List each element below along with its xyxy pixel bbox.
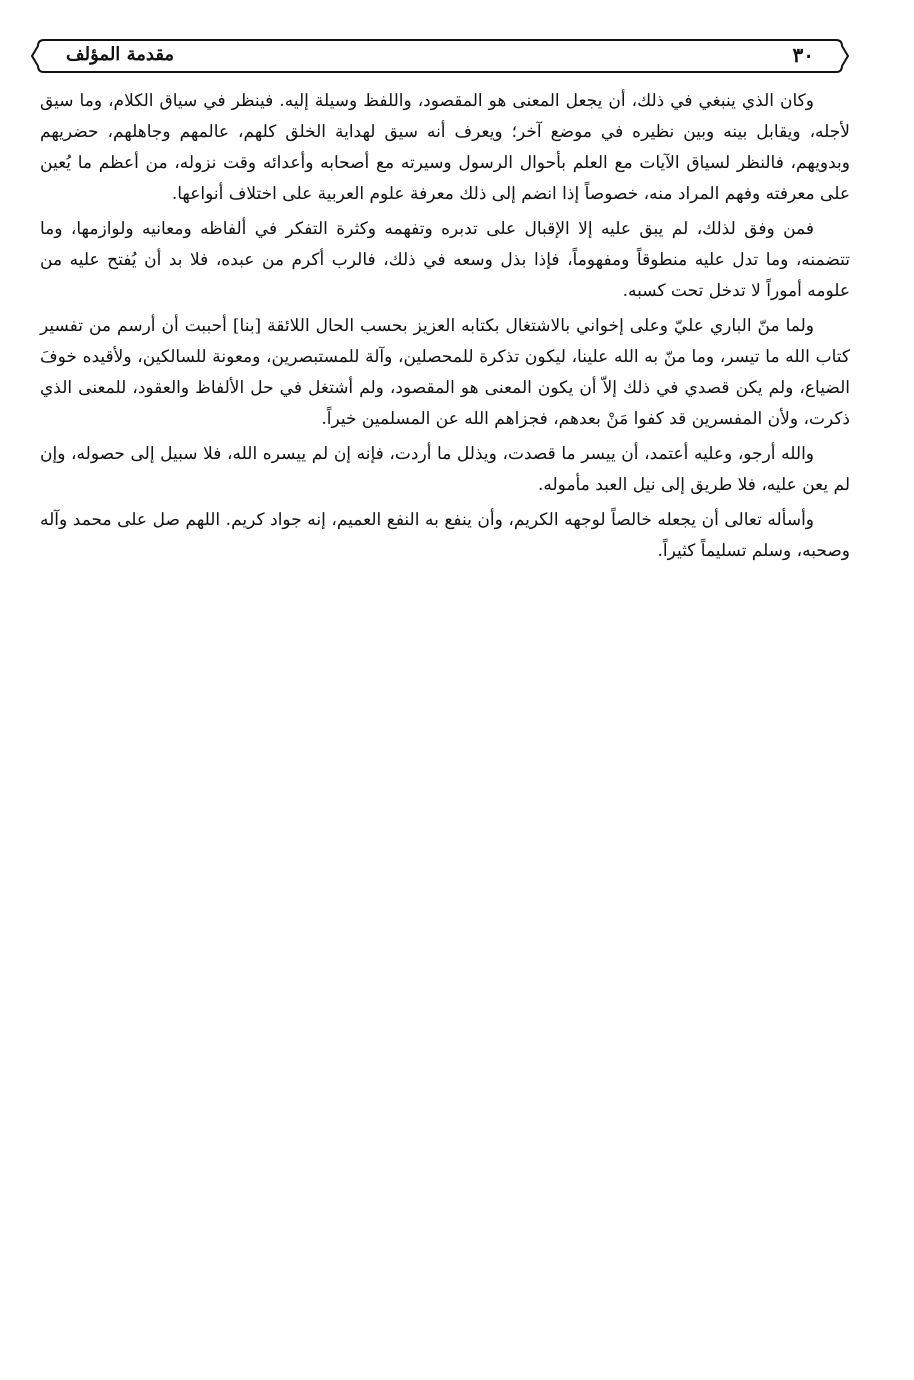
paragraph: ولما منّ الباري عليّ وعلى إخواني بالاشتغال بكتابه العزيز بحسب الحال اللائقة [بنا] أحببت أن أرسم من تفسير كتاب الله ما تيسر، وما منّ به الله علينا، ليكون تذكرة للمحصلين، وآلة للمستبصرين، ومعونة للسالكين، ولأقيده خوفَ الضياع، ولم يكن قصدي في ذلك إلاّ أن يكون المعنى هو المقصود، ولم أشتغل في حل الألفاظ والعقود، للمعنى الذي ذكرت، ولأن المفسرين قد كفوا مَنْ بعدهم، فجزاهم الله عن المسلمين خيراً. bbox=[40, 316, 850, 429]
running-header bbox=[30, 36, 850, 76]
page-number: ٣٠ bbox=[792, 43, 814, 67]
paragraph: وكان الذي ينبغي في ذلك، أن يجعل المعنى هو المقصود، واللفظ وسيلة إليه. فينظر في سياق الكلام، وما سيق لأجله، ويقابل بينه وبين نظيره في موضع آخر؛ ويعرف أنه سيق لهداية الخلق كلهم، عالمهم وجاهلهم، حضريهم وبدويهم، فالنظر لسياق الآيات مع العلم بأحوال الرسول وسيرته مع أصحابه وأعدائه وقت نزوله، من أعظم ما يُعين على معرفته وفهم المراد منه، خصوصاً إذا انضم إلى ذلك معرفة علوم العربية على اختلاف أنواعها. bbox=[40, 91, 850, 204]
paragraph: والله أرجو، وعليه أعتمد، أن ييسر ما قصدت، ويذلل ما أردت، فإنه إن لم ييسره الله، فلا سبيل إلى حصوله، وإن لم يعن عليه، فلا طريق إلى نيل العبد مأموله. bbox=[40, 444, 850, 495]
paragraph: فمن وفق لذلك، لم يبق عليه إلا الإقبال على تدبره وتفهمه وكثرة التفكر في ألفاظه ومعانيه ولوازمها، وما تتضمنه، وما تدل عليه منطوقاً ومفهوماً، فإذا بذل وسعه في ذلك، فالرب أكرم من عبده، فلا بد أن يُفتح عليه من علومه أموراً لا تدخل تحت كسبه. bbox=[40, 219, 850, 301]
paragraph: وأسأله تعالى أن يجعله خالصاً لوجهه الكريم، وأن ينفع به النفع العميم، إنه جواد كريم. اللهم صل على محمد وآله وصحبه، وسلم تسليماً كثيراً. bbox=[40, 510, 850, 561]
section-title: مقدمة المؤلف bbox=[66, 44, 175, 65]
main-text bbox=[40, 86, 850, 571]
